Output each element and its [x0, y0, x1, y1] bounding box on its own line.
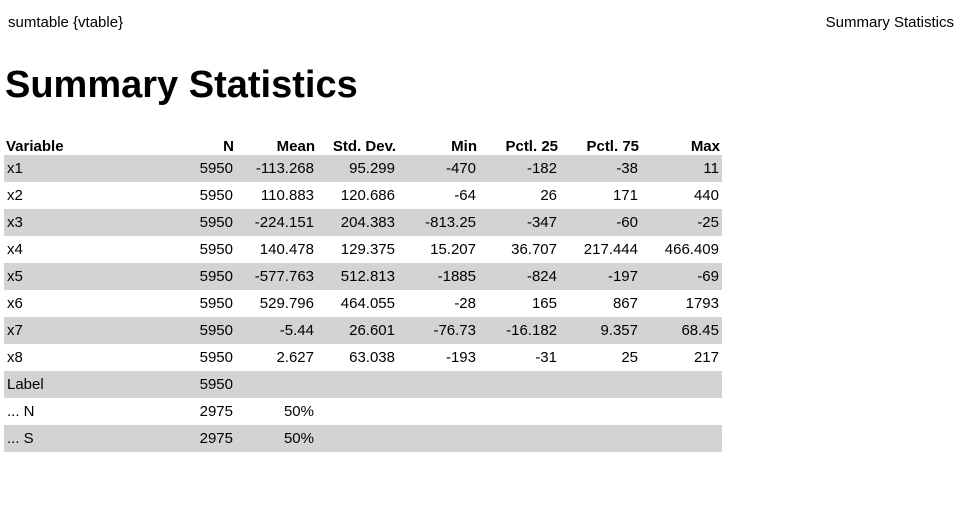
table-row — [4, 371, 722, 398]
cell-variable: ... N — [7, 403, 35, 420]
cell-variable: Label — [7, 376, 44, 393]
cell-std-dev: 26.601 — [349, 322, 395, 339]
cell-max: 11 — [703, 160, 719, 177]
cell-n: 5950 — [199, 241, 233, 258]
cell-max — [641, 425, 722, 452]
cell-pctl-25: -824 — [526, 268, 557, 285]
cell-max: 68.45 — [681, 322, 719, 339]
cell-pctl-25: 165 — [531, 295, 557, 312]
cell-variable: x8 — [7, 349, 23, 366]
cell-n: 5950 — [199, 322, 233, 339]
cell-pctl-25 — [479, 398, 560, 425]
page-title: Summary Statistics — [5, 64, 358, 106]
cell-std-dev: 464.055 — [340, 295, 395, 312]
cell-variable: x4 — [7, 241, 23, 258]
cell-std-dev: 204.383 — [340, 214, 395, 231]
column-header-std-dev: Std. Dev. — [332, 138, 396, 155]
cell-min: 15.207 — [430, 241, 476, 258]
table-row — [4, 263, 722, 290]
cell-variable: x5 — [7, 268, 23, 285]
table-row — [4, 182, 722, 209]
column-header-pctl-25: Pctl. 25 — [505, 138, 558, 155]
table-row — [4, 398, 722, 425]
table-row — [4, 155, 722, 182]
cell-min: -28 — [454, 295, 476, 312]
column-header-mean: Mean — [276, 138, 315, 155]
cell-pctl-75: -38 — [616, 160, 638, 177]
cell-pctl-75: -197 — [607, 268, 638, 285]
table-header-row — [4, 135, 722, 155]
cell-min: -64 — [454, 187, 476, 204]
summary-statistics-table — [4, 135, 722, 452]
cell-max: 217 — [693, 349, 719, 366]
cell-pctl-75: 25 — [621, 349, 638, 366]
cell-pctl-75: 9.357 — [600, 322, 638, 339]
cell-mean: 529.796 — [259, 295, 314, 312]
cell-pctl-25: 26 — [540, 187, 557, 204]
cell-n: 5950 — [199, 349, 233, 366]
cell-pctl-75 — [560, 425, 641, 452]
cell-max — [641, 371, 722, 398]
cell-variable: x2 — [7, 187, 23, 204]
cell-min — [398, 371, 479, 398]
cell-std-dev — [317, 371, 398, 398]
cell-max: -25 — [697, 214, 719, 231]
cell-pctl-75 — [560, 398, 641, 425]
cell-max: 466.409 — [664, 241, 719, 258]
header-bar — [8, 14, 954, 34]
table-header — [4, 135, 722, 155]
cell-std-dev — [317, 398, 398, 425]
cell-std-dev: 129.375 — [340, 241, 395, 258]
cell-n: 5950 — [199, 214, 233, 231]
table-row — [4, 290, 722, 317]
column-header-pctl-75: Pctl. 75 — [586, 138, 639, 155]
cell-min — [398, 398, 479, 425]
cell-max: 1793 — [685, 295, 719, 312]
cell-pctl-25 — [479, 425, 560, 452]
cell-min: -76.73 — [433, 322, 476, 339]
cell-min: -470 — [445, 160, 476, 177]
cell-min: -813.25 — [425, 214, 476, 231]
table-row — [4, 425, 722, 452]
cell-pctl-25: -16.182 — [506, 322, 557, 339]
cell-pctl-25: -182 — [526, 160, 557, 177]
cell-n: 5950 — [199, 160, 233, 177]
cell-variable: x6 — [7, 295, 23, 312]
cell-min: -193 — [445, 349, 476, 366]
cell-variable: x3 — [7, 214, 23, 231]
cell-mean: 50% — [283, 403, 314, 420]
header-document-title: Summary Statistics — [825, 14, 954, 31]
cell-pctl-75: 217.444 — [583, 241, 638, 258]
cell-max: -69 — [697, 268, 719, 285]
cell-max: 440 — [693, 187, 719, 204]
cell-variable: x1 — [7, 160, 23, 177]
cell-pctl-75 — [560, 371, 641, 398]
table-row — [4, 344, 722, 371]
cell-std-dev: 95.299 — [349, 160, 395, 177]
header-function-name: sumtable {vtable} — [8, 14, 124, 31]
column-header-max: Max — [690, 138, 720, 155]
cell-pctl-25: -31 — [535, 349, 557, 366]
cell-std-dev: 63.038 — [349, 349, 395, 366]
cell-pctl-75: -60 — [616, 214, 638, 231]
cell-n: 5950 — [199, 187, 233, 204]
cell-n: 5950 — [199, 268, 233, 285]
column-header-n: N — [223, 138, 234, 155]
cell-mean: -113.268 — [255, 160, 314, 177]
cell-std-dev: 120.686 — [340, 187, 395, 204]
cell-mean: 140.478 — [259, 241, 314, 258]
cell-pctl-75: 867 — [612, 295, 638, 312]
cell-mean — [236, 371, 317, 398]
cell-mean: 50% — [283, 430, 314, 447]
cell-n: 5950 — [199, 295, 233, 312]
cell-pctl-25: 36.707 — [511, 241, 557, 258]
cell-mean: 110.883 — [260, 187, 314, 204]
cell-variable: x7 — [7, 322, 23, 339]
cell-mean: -5.44 — [279, 322, 314, 339]
cell-mean: 2.627 — [276, 349, 314, 366]
cell-std-dev: 512.813 — [340, 268, 395, 285]
cell-max — [641, 398, 722, 425]
table-row — [4, 236, 722, 263]
cell-min — [398, 425, 479, 452]
column-header-variable: Variable — [6, 138, 64, 155]
table-row — [4, 209, 722, 236]
cell-std-dev — [317, 425, 398, 452]
cell-mean: -577.763 — [254, 268, 314, 285]
cell-variable: ... S — [7, 430, 34, 447]
cell-mean: -224.151 — [254, 214, 314, 231]
cell-min: -1885 — [437, 268, 476, 285]
cell-pctl-25: -347 — [526, 214, 557, 231]
table-body — [4, 155, 722, 452]
table-row — [4, 317, 722, 344]
cell-n: 2975 — [199, 403, 233, 420]
cell-pctl-25 — [479, 371, 560, 398]
cell-n: 2975 — [199, 430, 233, 447]
column-header-min: Min — [451, 138, 477, 155]
cell-pctl-75: 171 — [612, 187, 638, 204]
cell-n: 5950 — [199, 376, 233, 393]
